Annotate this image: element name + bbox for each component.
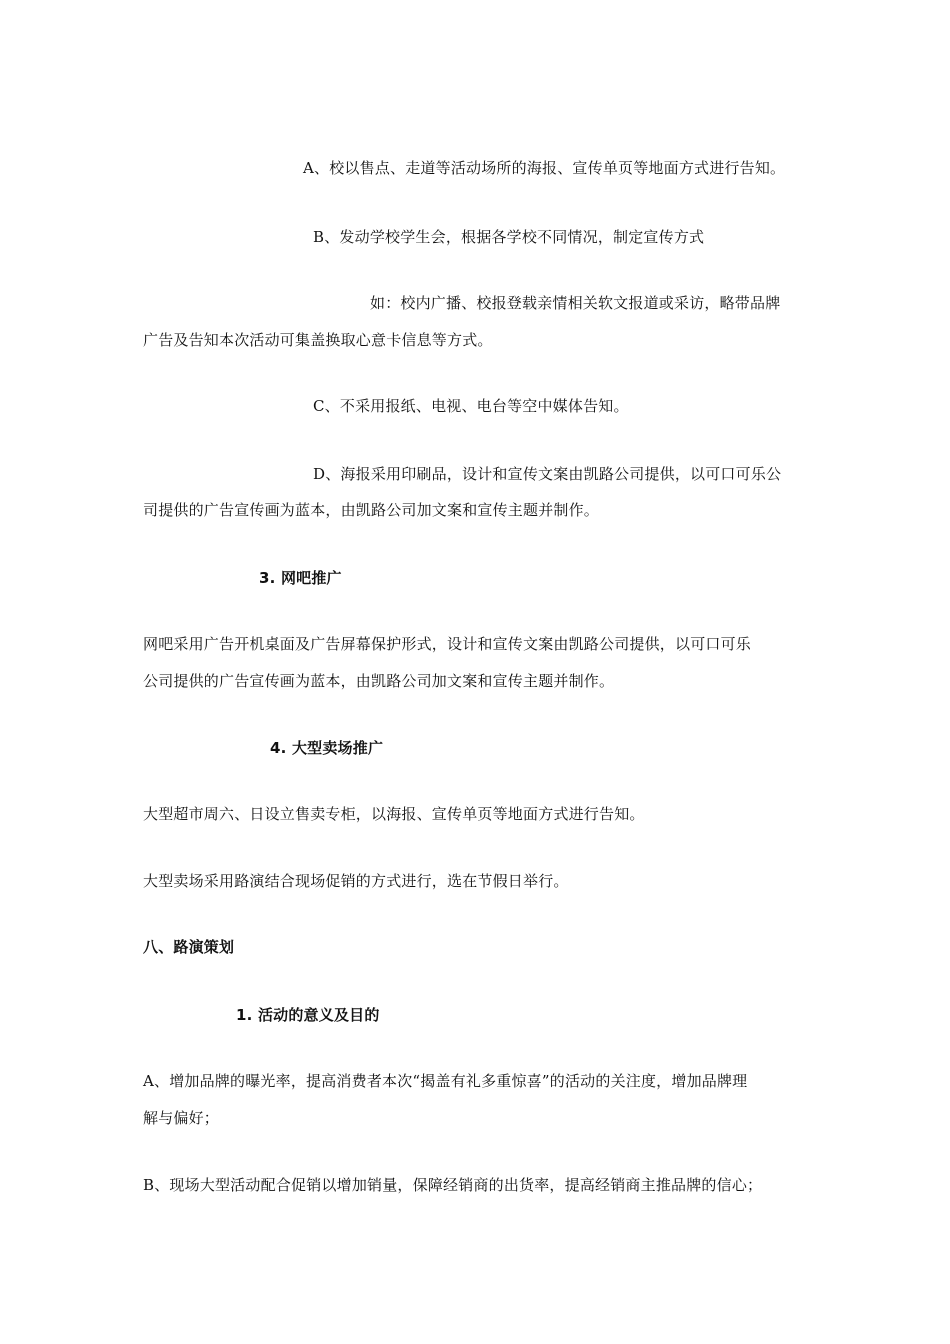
- chapter-8-item-a-line2: 解与偏好；: [143, 1109, 220, 1127]
- section-3-paragraph-line1: 网吧采用广告开机桌面及广告屏幕保护形式，设计和宣传文案由凯路公司提供，以可口可乐: [143, 635, 752, 653]
- section-4-heading: 4. 大型卖场推广: [270, 739, 384, 757]
- chapter-8-subheading-1: 1. 活动的意义及目的: [236, 1006, 380, 1024]
- section-4-paragraph-1: 大型超市周六、日设立售卖专柜，以海报、宣传单页等地面方式进行告知。: [143, 805, 645, 823]
- section-3-paragraph-line2: 公司提供的广告宣传画为蓝本，由凯路公司加文案和宣传主题并制作。: [143, 672, 615, 690]
- section-3-heading: 3. 网吧推广: [259, 569, 342, 587]
- promo-item-d-line2: 司提供的广告宣传画为蓝本，由凯路公司加文案和宣传主题并制作。: [143, 501, 600, 519]
- promo-item-b-detail-line1: 如：校内广播、校报登载亲情相关软文报道或采访，略带品牌: [370, 294, 781, 312]
- promo-item-b-detail-line2: 广告及告知本次活动可集盖换取心意卡信息等方式。: [143, 331, 493, 349]
- section-4-paragraph-2: 大型卖场采用路演结合现场促销的方式进行，选在节假日举行。: [143, 872, 569, 890]
- promo-item-d-line1: D、海报采用印刷品，设计和宣传文案由凯路公司提供，以可口可乐公: [313, 465, 782, 483]
- promo-item-a: A、校以售点、走道等活动场所的海报、宣传单页等地面方式进行告知。: [303, 159, 786, 177]
- chapter-8-heading: 八、路演策划: [143, 938, 235, 956]
- chapter-8-item-a-line1: A、增加品牌的曝光率，提高消费者本次“揭盖有礼多重惊喜”的活动的关注度，增加品牌理: [143, 1072, 748, 1090]
- chapter-8-item-b: B、现场大型活动配合促销以增加销量，保障经销商的出货率，提高经销商主推品牌的信心；: [143, 1176, 763, 1194]
- promo-item-c: C、不采用报纸、电视、电台等空中媒体告知。: [313, 397, 629, 415]
- promo-item-b: B、发动学校学生会，根据各学校不同情况，制定宣传方式: [313, 228, 705, 246]
